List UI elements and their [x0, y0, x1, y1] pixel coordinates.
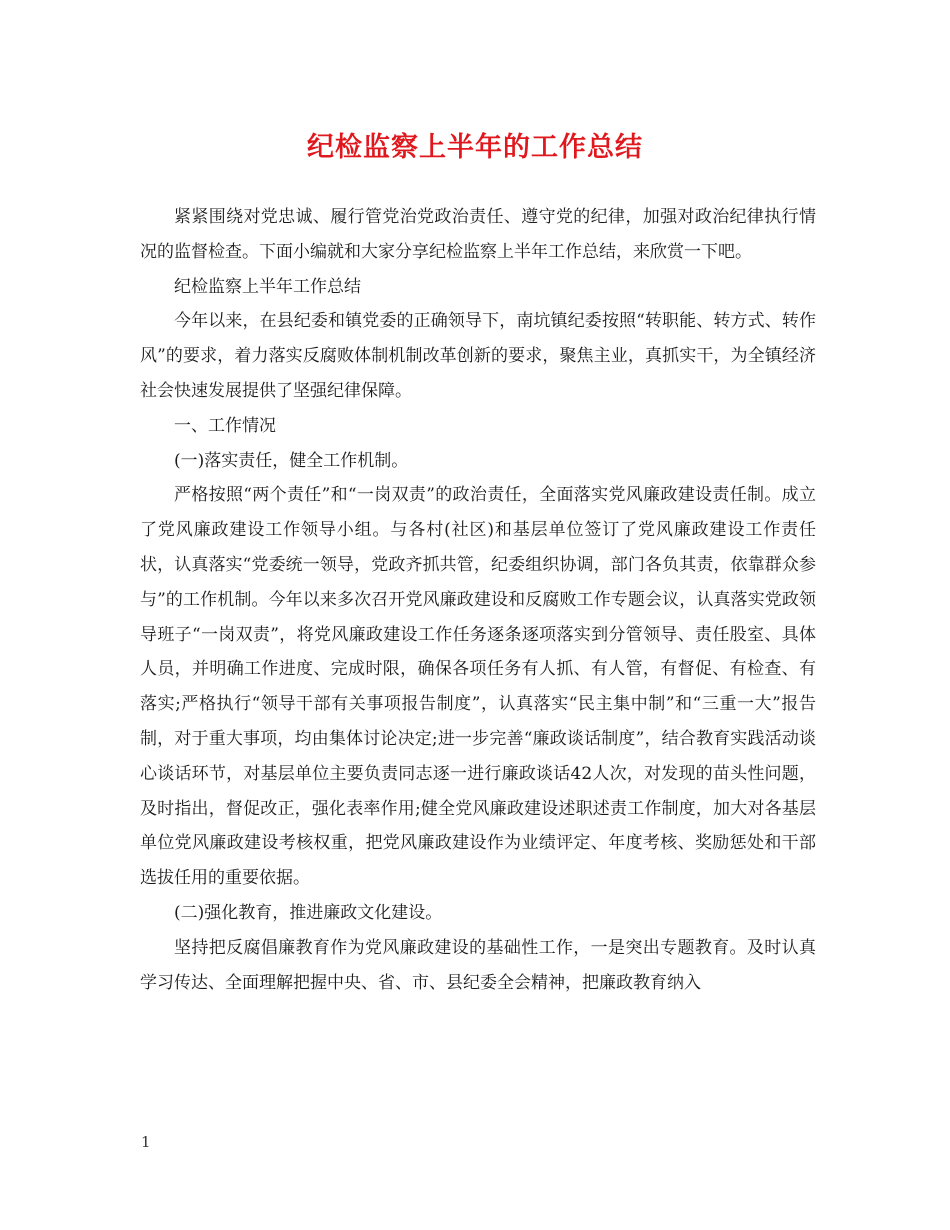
paragraph-overview: 今年以来，在县纪委和镇党委的正确领导下，南坑镇纪委按照“转职能、转方式、转作风”的要求，着力落实反腐败体制机制改革创新的要求，聚焦主业，真抓实干，为全镇经济社会快速发展提供了坚强纪律保障。 — [140, 311, 816, 401]
document-body — [140, 200, 816, 1000]
paragraph-responsibility: 严格按照“两个责任”和“一岗双责”的政治责任，全面落实党风廉政建设责任制。成立了党风廉政建设工作领导小组。与各村(社区)和基层单位签订了党风廉政建设工作责任状，认真落实“党委统一领导，党政齐抓共管，纪委组织协调，部门各负其责，依靠群众参与”的工作机制。今年以来多次召开党风廉政建设和反腐败工作专题会议，认真落实党政领导班子“一岗双责”，将党风廉政建设工作任务逐条逐项落实到分管领导、责任股室、具体人员，并明确工作进度、完成时限，确保各项任务有人抓、有人管，有督促、有检查、有落实;严格执行“领导干部有关事项报告制度”，认真落实“民主集中制”和“三重一大”报告制，对于重大事项，均由集体讨论决定;进一步完善“廉政谈话制度”，结合教育实践活动谈心谈话环节，对基层单位主要负责同志逐一进行廉政谈话42人次，对发现的苗头性问题，及时指出，督促改正，强化表率作用;健全党风廉政建设述职述责工作制度，加大对各基层单位党风廉政建设考核权重，把党风廉政建设作为业绩评定、年度考核、奖励惩处和干部选拔任用的重要依据。 — [140, 485, 816, 889]
document-title: 纪检监察上半年的工作总结 — [307, 132, 643, 163]
subsection-heading-responsibility: (一)落实责任，健全工作机制。 — [174, 450, 409, 471]
page-number: 1 — [141, 1133, 151, 1151]
subsection-heading-education: (二)强化教育，推进廉政文化建设。 — [174, 902, 443, 923]
paragraph-education: 坚持把反腐倡廉教育作为党风廉政建设的基础性工作，一是突出专题教育。及时认真学习传达、全面理解把握中央、省、市、县纪委全会精神，把廉政教育纳入 — [140, 937, 816, 993]
paragraph-intro: 紧紧围绕对党忠诚、履行管党治党政治责任、遵守党的纪律，加强对政治纪律执行情况的监督检查。下面小编就和大家分享纪检监察上半年工作总结，来欣赏一下吧。 — [140, 207, 816, 262]
section-heading-work-status: 一、工作情况 — [174, 415, 276, 436]
paragraph-subtitle: 纪检监察上半年工作总结 — [174, 276, 361, 297]
